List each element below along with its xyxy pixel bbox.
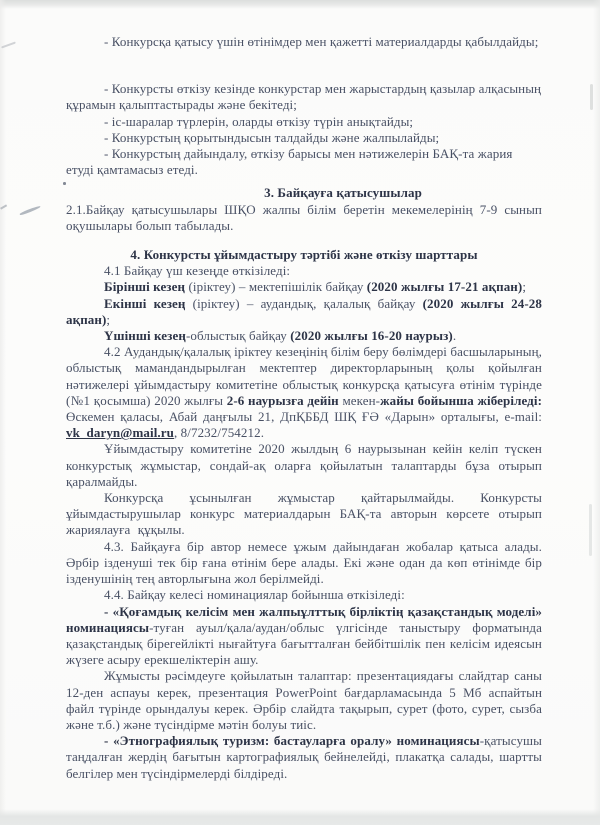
scan-edge-bottom <box>0 809 600 825</box>
clause-late-submissions <box>66 441 542 490</box>
scan-artifact-pen-mark <box>19 205 40 216</box>
nomination-ethnographic-tourism <box>66 733 542 782</box>
stage-3 <box>66 328 542 344</box>
text-run: 3. Байқауға қатысушылар <box>264 185 422 201</box>
text-run: - Конкурсты өткізу кезінде конкурстар мен жарыстардың қазылар алқасының құрамын қалыптастырады және бекітеді; <box>66 81 542 113</box>
clause-4-3-authorship <box>66 539 542 588</box>
text-run: -қатысушы таңдалған жердің бағытын картографиялық бейнелейді, плакатқа салады, шартты белгілер мен түсіндірмелерді білдіреді. <box>66 733 542 781</box>
scan-edge-left <box>0 0 6 825</box>
text-run: - Конкурстың дайындалу, өткізу барысы мен нәтижелерін БАҚ-та жария етуді қамтамасыз етеді. <box>66 146 513 178</box>
text-run: - Конкурстың қорытындысын талдайды және жалпылайды; <box>104 129 440 145</box>
stage-2-dates: (2020 жылғы 24-28 ақпан) <box>66 295 542 327</box>
stage-1-dates: (2020 жылғы 17-21 ақпан) <box>366 279 523 295</box>
text-run: мекен- <box>338 392 381 408</box>
section-4-heading <box>66 247 542 263</box>
text-run: Жұмысты рәсімдеуге қойылатын талаптар: презентациядағы слайдтар саны 12-ден аспауы керек, презентация PowerPoint бағдарламасында 5 Мб аспайтын файл түрінде орындалуы керек. Әрбір слайдта тақырып, сурет (фото, сурет, сызба және т.б.) және түсіндірме мәтін болуы тиіс. <box>66 668 542 732</box>
scan-edge-top <box>0 0 600 9</box>
text-run: . <box>452 328 457 344</box>
text-run: Өскемен қаласы, Абай даңғылы 21, ДпҚББД ШҚ ҒӘ «Дарын» орталығы, e-mail: <box>66 409 542 425</box>
scan-artifact-streak <box>590 84 593 110</box>
nomination-public-accord <box>66 604 542 669</box>
stage-2 <box>66 296 542 328</box>
bold-text-run: Бірінші кезең <box>104 279 186 295</box>
bullet-media-coverage <box>66 146 542 178</box>
scan-artifact-streak <box>589 504 592 556</box>
section-3-heading <box>66 185 542 201</box>
bold-text-run: Үшінші кезең <box>104 328 186 344</box>
text-run: Ұйымдастыру комитетіне 2020 жылдың 6 наурызынан кейін келіп түскен конкурстық жұмыстар, сондай-ақ оларға қойылатын талаптарды бұза отырып қаралмайды. <box>66 441 542 489</box>
email-address: vk_daryn@mail.ru <box>66 425 174 441</box>
text-run: Конкурсқа ұсынылған жұмыстар қайтарылмайды. Конкурсты ұйымдастырушылар конкурс материалдарын БАҚ-та авторын көрсете отырып жариялауға құқылы. <box>66 490 542 538</box>
stage-3-dates: (2020 жылғы 16-20 наурыз) <box>290 328 453 344</box>
text-run: 2.1.Байқау қатысушылары ШҚО жалпы білім беретін мекемелерінің 7-9 сынып оқушылары болып табылады. <box>66 201 542 233</box>
text-run: 4.4. Байқау келесі номинациялар бойынша өткізіледі: <box>104 587 405 603</box>
scan-edge-right <box>593 0 600 825</box>
presentation-requirements <box>66 668 542 733</box>
bold-text-run: жайы бойынша жіберіледі: <box>380 392 543 408</box>
text-run: ; <box>106 311 111 327</box>
document-content <box>66 34 542 782</box>
bullet-jury-formation <box>66 81 542 113</box>
text-run: 4.2 Аудандық/қалалық іріктеу кезеңінің білім беру бөлімдері басшыларының, облыстық мамандандырылған мектептер директорларының қолы қойылған нәтижелері ұйымдастыру комитетіне облыстық конкурсқа қатысуға өтінім түрінде (№1 қосымша) 2020 жылғы <box>66 344 542 408</box>
nomination-2-title: - «Этнографиялық туризм: бастауларға оралу» номинациясы <box>104 733 480 749</box>
text-run: 4.1 Байқау үш кезеңде өткізіледі: <box>104 263 291 279</box>
text-run: 4. Конкурсты ұйымдастыру тәртібі және өткізу шарттары <box>130 247 478 263</box>
clause-4-1-stages <box>66 263 542 279</box>
bullet-event-types <box>66 114 542 130</box>
submission-deadline: 2-6 наурызға дейін <box>226 392 339 408</box>
text-run: -облыстық байқау <box>185 328 291 344</box>
text-run: (іріктеу) – аудандық, қалалық байқау <box>185 295 423 311</box>
clause-no-return <box>66 490 542 539</box>
phone-number: , 8/7232/754212. <box>173 425 265 441</box>
text-run: (іріктеу) – мектепішілік байқау <box>185 279 367 295</box>
clause-4-2-submission <box>66 344 542 441</box>
nomination-1-title: - «Қоғамдық келісім мен жалпыұлттық бірліктің қазақстандық моделі» номинациясы <box>66 603 542 635</box>
text-run: 4.3. Байқауға бір автор немесе ұжым дайындаған жобалар қатыса алады. Әрбір ізденуші тек бір ғана өтінім бере алады. Екі және одан да көп өтінімде бір ізденушінің тең авторлығына жол берілмейді. <box>66 538 542 587</box>
clause-4-4-nominations <box>66 587 542 603</box>
bullet-accept-applications <box>66 34 542 50</box>
bullet-results-analysis <box>66 130 542 146</box>
clause-2-1-participants <box>66 202 542 234</box>
text-run: - іс-шаралар түрлерін, оларды өткізу түрін анықтайды; <box>104 113 414 129</box>
text-run: -туған ауыл/қала/аудан/облыс үлгісінде таныстыру форматында қазақстандық бірегейлікті нығайтуға бағытталған бейбітшілік пен келісім идеясын жүзеге асыру ерекшеліктерін ашу. <box>66 619 542 668</box>
text-run: ; <box>522 279 527 295</box>
stage-1 <box>66 279 542 295</box>
bold-text-run: Екінші кезең <box>104 295 186 311</box>
text-run: - Конкурсқа қатысу үшін өтінімдер мен қажетті материалдарды қабылдайды; <box>104 34 539 49</box>
